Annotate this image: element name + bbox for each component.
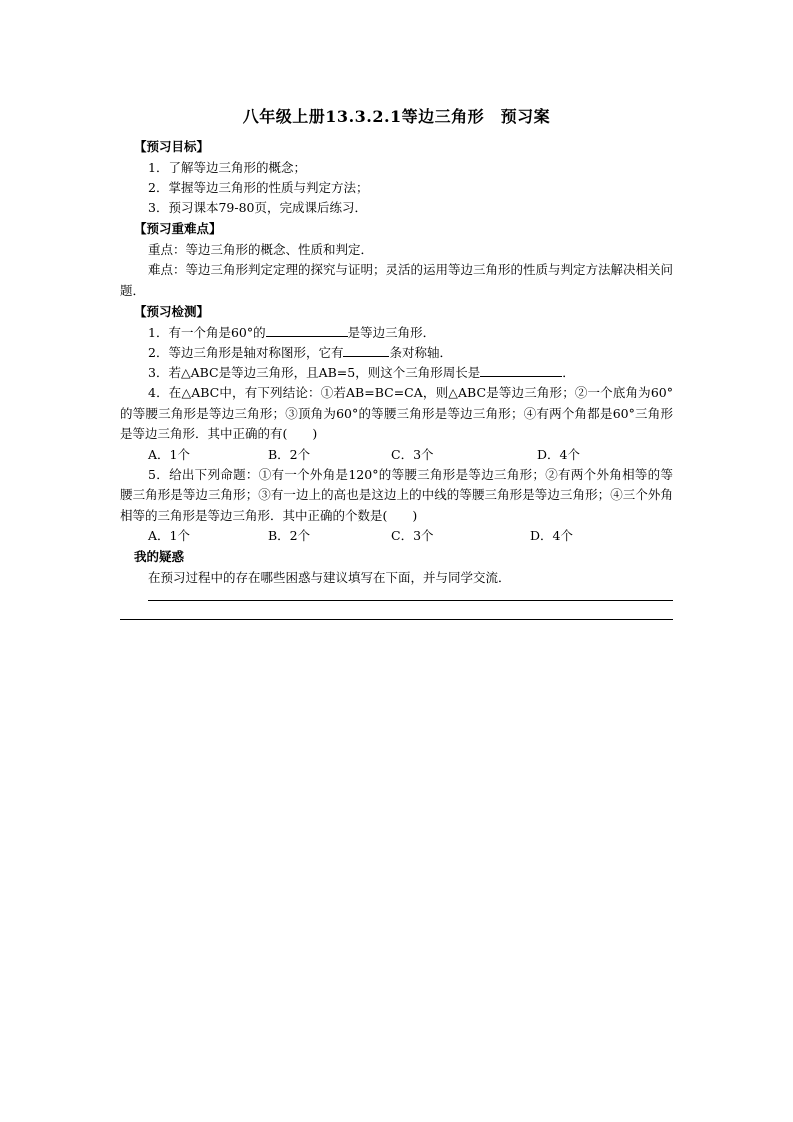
q5-option-b: B．2个 xyxy=(268,528,311,543)
question-3-tail: ． xyxy=(562,365,575,380)
goal-item-3: 3．预习课本79-80页，完成课后练习． xyxy=(148,200,367,215)
answer-blank-2[interactable] xyxy=(343,343,389,357)
q4-option-a: A．1个 xyxy=(148,446,190,462)
question-2-text: 2．等边三角形是轴对称图形，它有 xyxy=(148,345,344,360)
goal-item-1: 1．了解等边三角形的概念； xyxy=(148,160,306,175)
doubts-answer-line-1[interactable] xyxy=(148,600,673,601)
question-2-tail: 条对称轴． xyxy=(389,345,452,360)
question-5: 5．给出下列命题：①有一个外角是120°的等腰三角形是等边三角形；②有两个外角相等的等腰三角形是等边三角形；③有一边上的高也是这边上的中线的等腰三角形是等边三角形；④三个外角相等的三角形是等边三角形．其中正确的个数是( ) xyxy=(120,466,673,523)
q4-option-b: B．2个 xyxy=(268,446,311,462)
question-3-text: 3．若△ABC是等边三角形，且AB=5，则这个三角形周长是 xyxy=(148,365,481,380)
key-focus: 重点：等边三角形的概念、性质和判定． xyxy=(148,242,374,257)
question-4: 4．在△ABC中，有下列结论：①若AB=BC=CA，则△ABC是等边三角形；②一个底角为60°的等腰三角形是等边三角形；③顶角为60°的等腰三角形是等边三角形；④有两个角都是60°三角形是等边三角形．其中正确的有( ) xyxy=(120,385,673,441)
check-header: 【预习检测】 xyxy=(134,304,210,319)
key-difficulty: 难点：等边三角形判定定理的探究与证明；灵活的运用等边三角形的性质与判定方法解决相关问题． xyxy=(120,262,674,298)
q5-option-c: C．3个 xyxy=(391,528,434,543)
goals-header: 【预习目标】 xyxy=(134,139,210,154)
key-header: 【预习重难点】 xyxy=(134,221,222,236)
question-3 xyxy=(120,363,673,383)
q5-option-a: A．1个 xyxy=(148,528,190,543)
q4-option-d: D．4个 xyxy=(537,446,580,462)
q5-option-d: D．4个 xyxy=(530,528,573,543)
q4-option-c: C．3个 xyxy=(391,446,434,462)
question-2 xyxy=(120,343,673,363)
worksheet-page xyxy=(120,104,673,620)
question-1 xyxy=(120,323,673,343)
doubts-text: 在预习过程中的存在哪些困惑与建议填写在下面，并与同学交流． xyxy=(148,570,511,585)
question-1-tail: 是等边三角形． xyxy=(347,325,436,340)
page-title: 八年级上册13.3.2.1等边三角形 预习案 xyxy=(242,107,551,126)
doubts-answer-line-2[interactable] xyxy=(120,619,673,620)
question-1-text: 1．有一个角是60°的 xyxy=(148,325,266,340)
doubts-header: 我的疑惑 xyxy=(134,549,185,564)
answer-blank-3[interactable] xyxy=(480,363,562,377)
answer-blank-1[interactable] xyxy=(266,323,348,337)
question-5-options xyxy=(120,526,673,546)
goal-item-2: 2．掌握等边三角形的性质与判定方法； xyxy=(148,180,369,195)
question-4-options xyxy=(120,445,673,465)
